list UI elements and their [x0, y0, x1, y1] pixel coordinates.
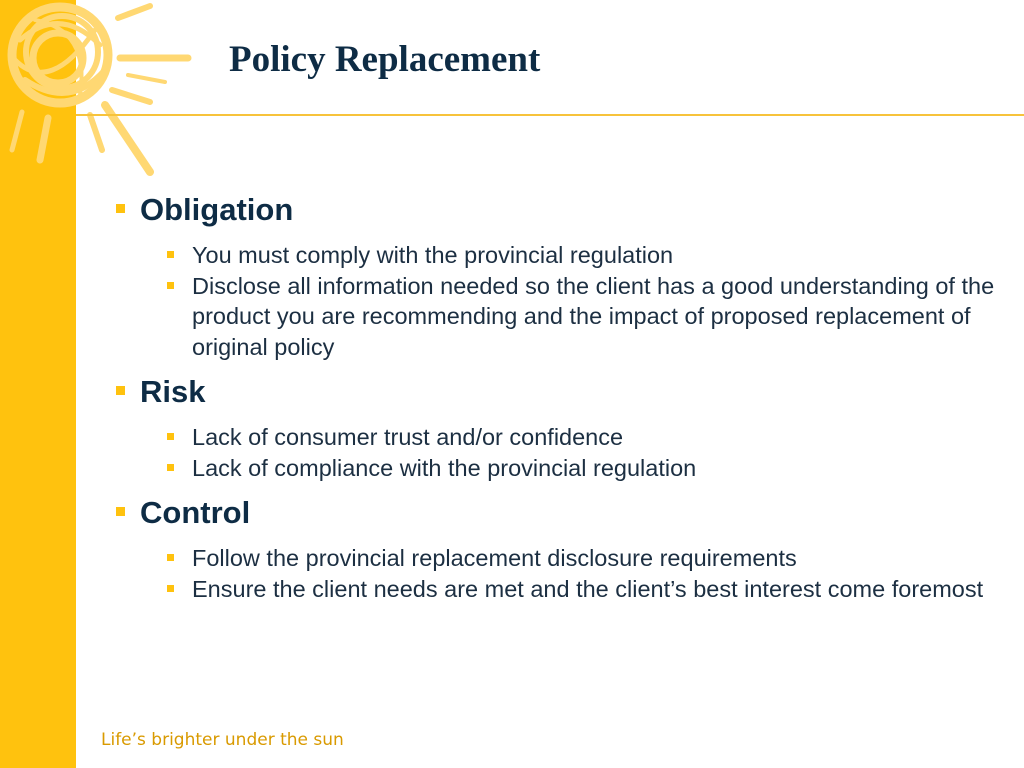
sun-logo-icon — [0, 0, 200, 185]
square-bullet-icon — [167, 282, 174, 289]
section-control — [116, 493, 1006, 604]
list-item-text: Lack of compliance with the provincial regulation — [192, 454, 697, 481]
list-item — [167, 453, 1006, 484]
section-heading: Risk — [140, 374, 206, 409]
list-item-text: You must comply with the provincial regulation — [192, 242, 674, 268]
list-item-text: Lack of consumer trust and/or confidence — [192, 424, 624, 450]
square-bullet-icon — [116, 507, 125, 516]
bullet-list — [116, 422, 1006, 483]
slide-title: Policy Replacement — [229, 39, 541, 80]
square-bullet-icon — [116, 386, 125, 395]
list-item — [167, 543, 1006, 574]
slide-content — [116, 190, 1006, 614]
square-bullet-icon — [116, 204, 125, 213]
section-obligation — [116, 190, 1006, 362]
square-bullet-icon — [167, 554, 174, 561]
list-item-text: Ensure the client needs are met and the client’s best interest come foremost — [192, 575, 984, 602]
section-heading: Obligation — [140, 192, 294, 227]
square-bullet-icon — [167, 433, 174, 440]
square-bullet-icon — [167, 585, 174, 592]
section-risk — [116, 372, 1006, 483]
list-item — [167, 240, 1006, 271]
list-item — [167, 574, 1006, 605]
list-item — [167, 271, 1006, 363]
list-item — [167, 422, 1006, 453]
list-item-text: Disclose all information needed so the client has a good understanding of the product you are recommending and the impact of proposed replacement of original policy — [192, 272, 995, 360]
title-divider — [76, 114, 1024, 116]
footer-tagline: Life’s brighter under the sun — [101, 730, 344, 750]
bullet-list — [116, 240, 1006, 362]
bullet-list — [116, 543, 1006, 604]
section-heading: Control — [140, 495, 251, 530]
square-bullet-icon — [167, 464, 174, 471]
list-item-text: Follow the provincial replacement disclosure requirements — [192, 545, 797, 571]
square-bullet-icon — [167, 251, 174, 258]
